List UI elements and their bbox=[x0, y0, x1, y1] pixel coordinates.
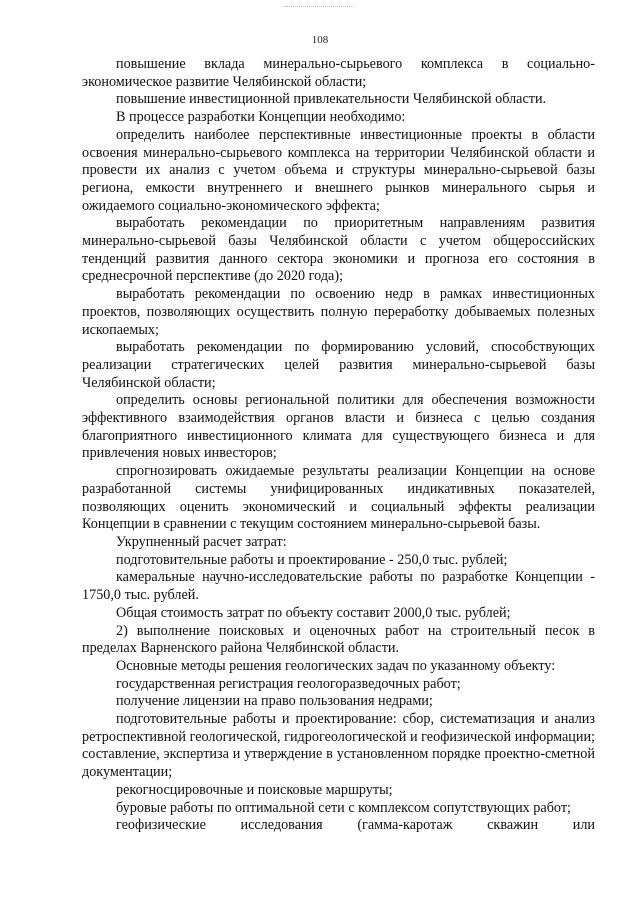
paragraph: выработать рекомендации по освоению недр в рамках инвестиционных проектов, позволяющих осуществить полную переработку добываемых полезных ископаемых; bbox=[82, 286, 595, 338]
paragraph: Общая стоимость затрат по объекту составит 2000,0 тыс. рублей; bbox=[116, 604, 511, 621]
paragraph: рекогносцировочные и поисковые маршруты; bbox=[116, 781, 393, 798]
paragraph: выработать рекомендации по приоритетным направлениям развития минерально-сырьевой базы Челябинской области с учетом общероссийских тенденций развития данного сектора экономики и прогноза его состояния в среднесрочной перспективе (до 2020 года); bbox=[82, 215, 595, 285]
paragraph: буровые работы по оптимальной сети с комплексом сопутствующих работ; bbox=[116, 799, 571, 816]
paragraph: выработать рекомендации по формированию условий, способствующих реализации стратегических целей развития минерально-сырьевой базы Челябинской области; bbox=[82, 339, 595, 391]
paragraph: геофизические исследования (гамма-каротаж скважин или bbox=[116, 817, 595, 834]
paragraph: Укрупненный расчет затрат: bbox=[116, 533, 287, 550]
paragraph: повышение вклада минерально-сырьевого комплекса в социально-экономическое развитие Челябинской области; bbox=[82, 56, 595, 90]
paragraph: 2) выполнение поисковых и оценочных работ на строительный песок в пределах Варненского района Челябинской области. bbox=[82, 622, 595, 657]
paragraph: получение лицензии на право пользования недрами; bbox=[116, 693, 433, 710]
paragraph: спрогнозировать ожидаемые результаты реализации Концепции на основе разработанной системы унифицированных индикативных показателей, позволяющих оценить экономический и социальный эффекты реализации Концепции в сравнении с текущим состоянием минерально-сырьевой базы. bbox=[82, 463, 595, 533]
paragraph: повышение инвестиционной привлекательности Челябинской области. bbox=[116, 91, 547, 108]
paragraph: Основные методы решения геологических задач по указанному объекту: bbox=[116, 657, 556, 674]
paragraph: подготовительные работы и проектирование: сбор, систематизация и анализ ретроспективной геологической, гидрогеологической и геофизической информации; составление, экспертиза и утверждение в установленном порядке проектно-сметной документации; bbox=[82, 711, 595, 781]
paragraph: подготовительные работы и проектирование - 250,0 тыс. рублей; bbox=[116, 551, 508, 568]
paragraph: определить наиболее перспективные инвестиционные проекты в области освоения минерально-сырьевого комплекса на территории Челябинской области и провести их анализ с учетом объема и структуры минерально-сырьевой базы региона, емкости внутреннего и внешнего рынков минерального сырья и ожидаемого социально-экономического эффекта; bbox=[82, 126, 595, 214]
paragraph: В процессе разработки Концепции необходимо: bbox=[116, 109, 406, 126]
page-number: 108 bbox=[311, 34, 329, 46]
paragraph: государственная регистрация геологоразведочных работ; bbox=[116, 675, 461, 692]
document-body bbox=[82, 56, 595, 835]
paragraph: камеральные научно-исследовательские работы по разработке Концепции - 1750,0 тыс. рублей. bbox=[82, 569, 595, 604]
paragraph: определить основы региональной политики для обеспечения возможности эффективного взаимодействия органов власти и бизнеса с целью создания благоприятного инвестиционного климата для существующего бизнеса и для привлечения новых инвесторов; bbox=[82, 392, 595, 462]
scan-artifact bbox=[284, 6, 354, 9]
